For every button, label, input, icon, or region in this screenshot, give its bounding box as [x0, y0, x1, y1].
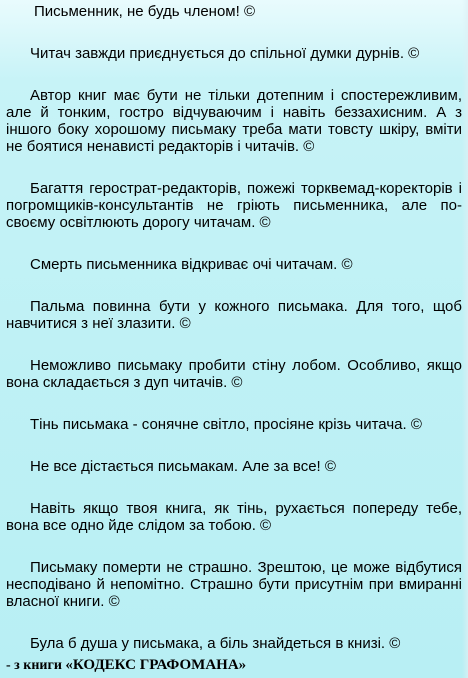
source-prefix: - з книги — [6, 658, 66, 673]
aphorism-2: Читач завжди приєднується до спільної думки дурнів. © — [30, 45, 420, 62]
aphorism-9: Не все дістається письмакам. Але за все! © — [30, 458, 336, 475]
aphorism-7: Неможливо письмаку пробити стіну лобом. Особливо, якщо вона складається з дуп читачів. © — [6, 357, 462, 391]
page-edge-shadow — [462, 0, 468, 678]
aphorism-1: Письменник, не будь членом! © — [34, 3, 256, 20]
aphorism-8: Тінь письмака - сонячне світло, просіяне крізь читача. © — [30, 416, 422, 433]
book-title: «КОДЕКС ГРАФОМАНА» — [65, 657, 247, 673]
book-source — [6, 657, 246, 674]
aphorism-11: Письмаку померти не страшно. Зрештою, це може відбутися несподівано й непомітно. Страшно бути присутнім при вмиранні власної книги. © — [6, 559, 462, 610]
aphorism-6: Пальма повинна бути у кожного письмака. Для того, щоб навчитися з неї злазити. © — [6, 298, 462, 332]
aphorism-4: Багаття герострат-редакторів, пожежі торквемад-коректорів і погромщиків-консультантів не гріють письменника, але по-своєму освітлюють дорогу читачам. © — [6, 180, 462, 231]
aphorism-12: Була б душа у письмака, а біль знайдеться в книзі. © — [30, 635, 401, 652]
aphorism-10: Навіть якщо твоя книга, як тінь, рухається попереду тебе, вона все одно йде слідом за тобою. © — [6, 500, 462, 534]
aphorism-5: Смерть письменника відкриває очі читачам. © — [30, 256, 353, 273]
aphorism-3: Автор книг має бути не тільки дотепним і спостережливим, але й тонким, гостро відчуваючим і навіть беззахисним. А з іншого боку хорошому письмаку треба мати товсту шкіру, вміти не боятися ненависті редакторів і читачів. © — [6, 87, 462, 155]
